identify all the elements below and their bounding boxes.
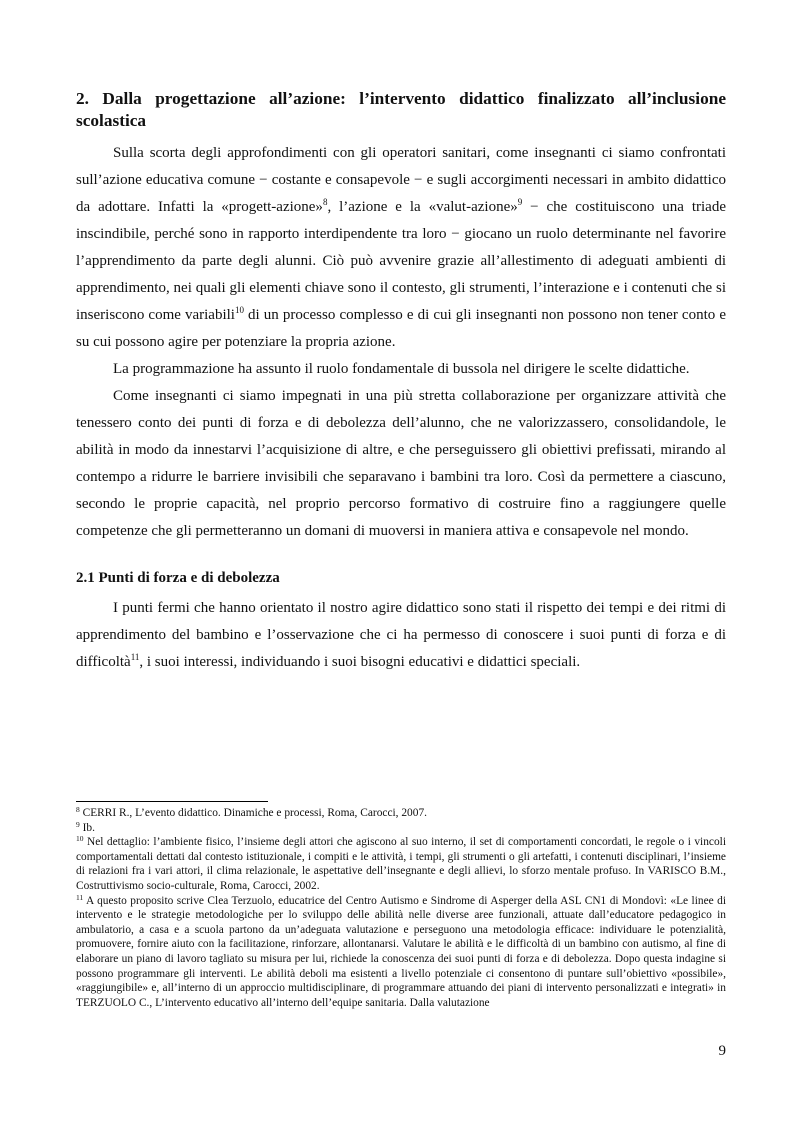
subsection-title: 2.1 Punti di forza e di debolezza [76,570,280,586]
paragraph-1-text-a: Sulla scorta degli approfondimenti con gli operatori sanitari, come insegnanti ci siamo confrontati sull’azione educativa comune − costante e consapevole − e sugli accorgimenti necessari in ambito didattico da adottare. Infatti la «progett-azione» [76,145,726,215]
footnote-10-text: Nel dettaglio: l’ambiente fisico, l’insieme degli attori che agiscono al suo interno, il set di comportamenti concordati, le regole o i vincoli comportamentali dettati dal contesto istituzionale, i compiti e le attività, i tempi, gli strumenti o gli artefatti, i contenuti disciplinari, l’insieme di relazioni fra i vari attori, il clima relazionale, le aspettative dell’insegnante e degli allievi, lo sforzo mentale profuso. In VARISCO B.M., Costruttivismo socio-culturale, Roma, Carocci, 2002. [76,836,726,892]
footnote-8 [76,806,726,821]
footnote-11-text: A questo proposito scrive Clea Terzuolo, educatrice del Centro Autismo e Sindrome di Asperger della ASL CN1 di Mondovì: «Le linee di intervento e le strategie metodologiche per lo sviluppo delle abilità nelle diverse aree funzionali, attuate dall’educatore pedagogico in ambulatorio, a casa e a scuola partono da un’adeguata valutazione e perseguono una metodologia efficace: individuare le potenzialità, promuovere, fornire aiuto con la facilitazione, rinforzare, allontanarsi. Valutare le abilità e le difficoltà di un bambino con autismo, al fine di elaborare un piano di lavoro tagliato su misura per lui, richiede la conoscenza dei suoi punti di forza e di debolezza. Dopo questa indagine si possono programmare gli interventi. Le abilità deboli ma esistenti a livello potenziale ci consentono di puntare sull’obiettivo «possibile», «raggiungibile» e, all’interno di un approccio multidisciplinare, di programmare attuando dei piani di intervento personalizzati e integrati» in TERZUOLO C., L’intervento educativo all’interno dell’equipe sanitaria. Dalla valutazione [76,894,726,1009]
footnote-9-number: 9 [76,819,80,829]
paragraph-3: Come insegnanti ci siamo impegnati in una più stretta collaborazione per organizzare attività che tenessero conto dei punti di forza e di debolezza dell’alunno, che ne valorizzassero, consolidandole, le abilità in modo da innestarvi l’acquisizione di altre, e che perseguissero gli obiettivi prefissati, mirando al contempo a ridurre le barriere invisibili che separavano i bambini tra loro. Così da permettere a ciascuno, secondo le proprie capacità, nel proprio percorso formativo di costruire fino a raggiungere quelle competenze che gli permetteranno un domani di muoversi in maniera attiva e consapevole nel mondo. [76,388,726,539]
section-title: 2. Dalla progettazione all’azione: l’intervento didattico finalizzato all’inclusione scolastica [76,89,726,130]
paragraph-1 [76,140,726,356]
page-content [76,88,726,676]
footnote-10-number: 10 [76,834,84,844]
paragraph-2: La programmazione ha assunto il ruolo fondamentale di bussola nel dirigere le scelte didattiche. [113,361,690,377]
footnote-10 [76,835,726,893]
footnote-8-text: CERRI R., L’evento didattico. Dinamiche e processi, Roma, Carocci, 2007. [79,807,427,819]
footnote-9-text: Ib. [79,821,95,834]
paragraph-4-text-a: I punti fermi che hanno orientato il nostro agire didattico sono stati il rispetto dei tempi e dei ritmi di apprendimento del bambino e l’osservazione che ci ha permesso di conoscere i suoi punti di forza e di difficoltà [76,600,726,670]
footnotes [76,806,726,1010]
footnote-11 [76,894,726,1011]
footnote-9 [76,821,726,836]
paragraph-4 [76,595,726,676]
page-number: 9 [718,1043,726,1059]
footnote-divider [76,801,268,802]
footnote-ref-8[interactable]: 8 [322,197,328,207]
paragraph-1-text-d: di un processo complesso e di cui gli insegnanti non possono non tener conto e su cui possono agire per potenziare la propria azione. [76,307,726,350]
footnote-ref-10[interactable]: 10 [234,305,244,315]
footnote-ref-11[interactable]: 11 [130,652,140,662]
footnote-11-number: 11 [76,892,84,902]
footnote-ref-9[interactable]: 9 [517,197,523,207]
paragraph-4-text-b: , i suoi interessi, individuando i suoi bisogni educativi e didattici speciali. [139,654,581,670]
paragraph-1-text-b: , l’azione e la «valut-azione» [327,199,518,215]
paragraph-1-text-c: − che costituiscono una triade inscindibile, perché sono in rapporto interdipendente tra loro − giocano un ruolo determinante nel favorire l’apprendimento da parte degli alunni. Ciò può avvenire grazie all’allestimento di adeguati ambienti di apprendimento, nei quali gli elementi chiave sono il contesto, gli strumenti, l’interazione e i contenuti che si inseriscono come variabili [76,199,726,323]
footnote-8-number: 8 [76,805,80,814]
